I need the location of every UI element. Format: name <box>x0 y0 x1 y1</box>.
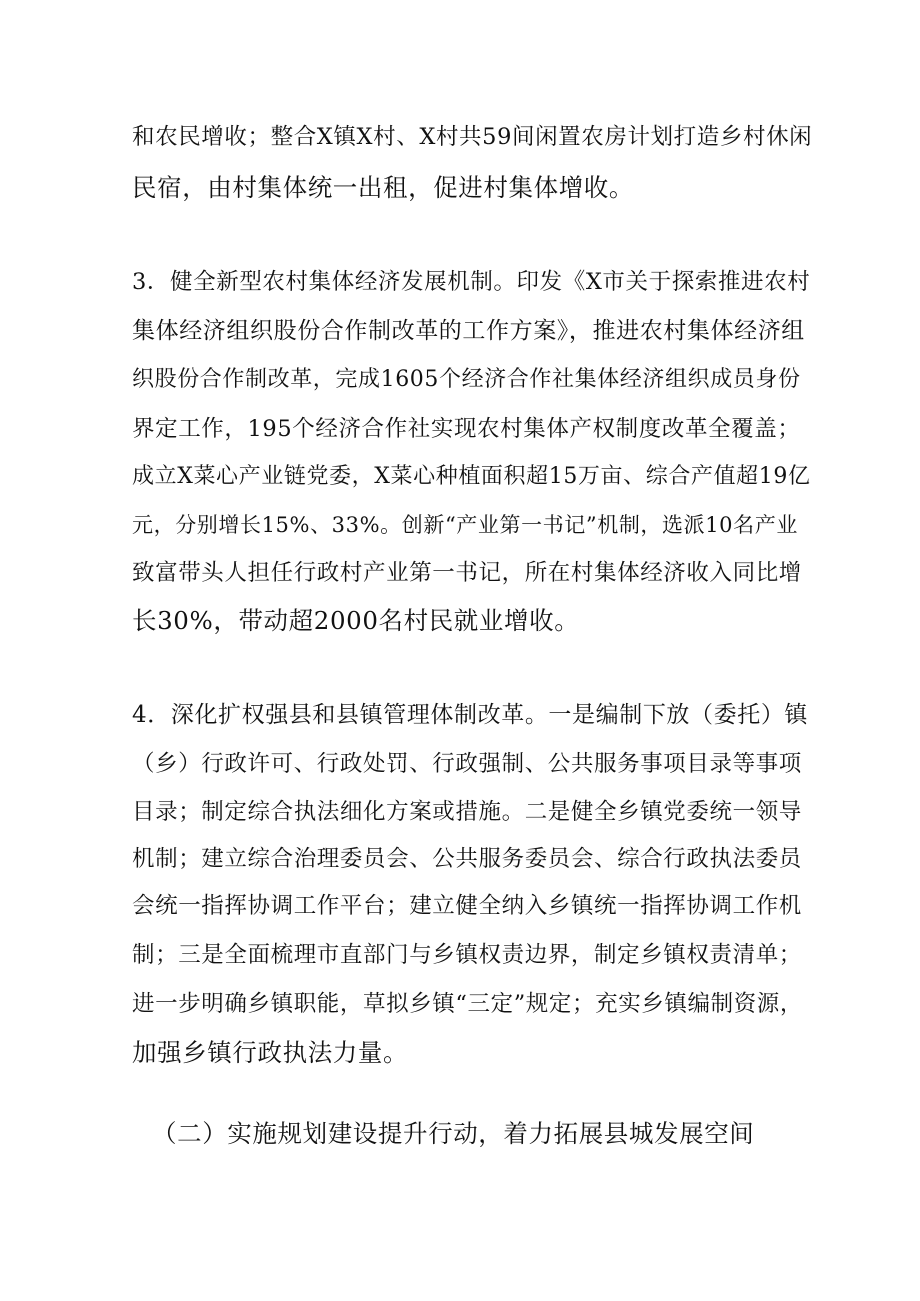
text-line: 长30%，带动超2000名村民就业增收。 <box>132 606 580 635</box>
text-line: 集体经济组织股份合作制改革的工作方案》，推进农村集体经济组 <box>132 318 805 344</box>
text-line: 致富带头人担任行政村产业第一书记，所在村集体经济收入同比增 <box>132 560 802 586</box>
text-line: 元，分别增长15%、33%。创新“产业第一书记”机制，选派10名产业 <box>132 513 798 537</box>
text-line: 成立X菜心产业链党委，X菜心种植面积超15万亩、综合产值超19亿 <box>132 464 811 489</box>
section-subheading: （二）实施规划建设提升行动，着力拓展县城发展空间 <box>152 1119 755 1148</box>
text-line: 和农民增收；整合X镇X村、X村共59间闲置农房计划打造乡村休闲 <box>132 124 812 150</box>
text-line: （乡）行政许可、行政处罚、行政强制、公共服务事项目录等事项 <box>132 751 802 777</box>
text-line: 会统一指挥协调工作平台；建立健全纳入乡镇统一指挥协调工作机 <box>132 893 802 919</box>
text-line: 4．深化扩权强县和县镇管理体制改革。一是编制下放（委托）镇 <box>132 702 809 728</box>
text-line: 民宿，由村集体统一出租，促进村集体增收。 <box>132 173 634 202</box>
text-line: 3．健全新型农村集体经济发展机制。印发《X市关于探索推进农村 <box>132 269 811 295</box>
text-line: 机制；建立综合治理委员会、公共服务委员会、综合行政执法委员 <box>132 846 802 872</box>
text-line: 制；三是全面梳理市直部门与乡镇权责边界，制定乡镇权责清单； <box>132 942 802 968</box>
text-line: 织股份合作制改革，完成1605个经济合作社集体经济组织成员身份 <box>132 367 801 392</box>
text-line: 加强乡镇行政执法力量。 <box>132 1038 409 1067</box>
text-line: 界定工作，195个经济合作社实现农村集体产权制度改革全覆盖； <box>132 416 801 442</box>
text-line: 进一步明确乡镇职能，草拟乡镇“三定”规定；充实乡镇编制资源， <box>132 991 804 1017</box>
text-line: 目录；制定综合执法细化方案或措施。二是健全乡镇党委统一领导 <box>132 799 802 825</box>
